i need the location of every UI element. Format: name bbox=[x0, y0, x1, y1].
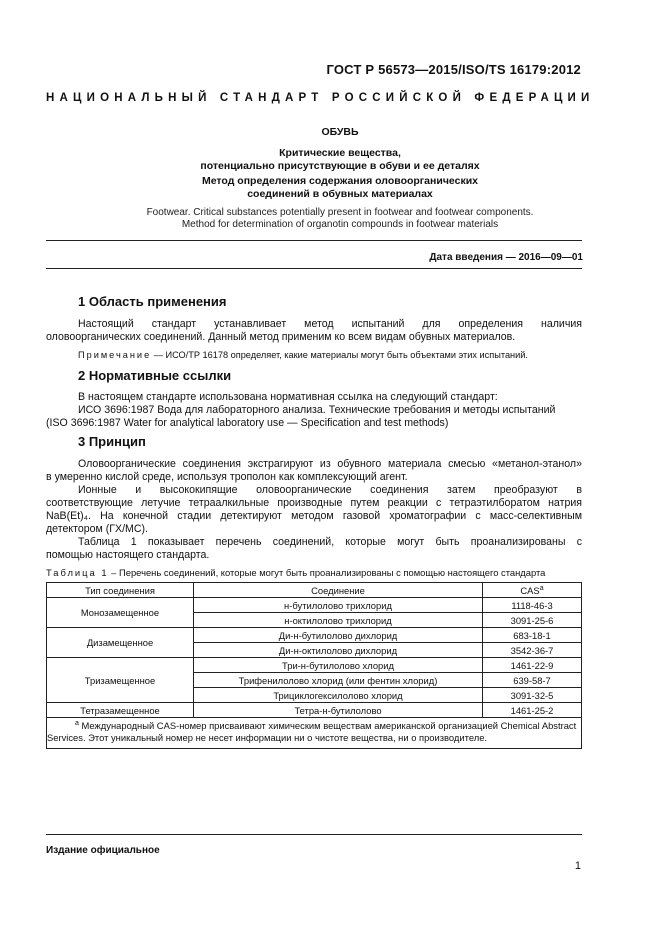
section-1-line-2: оловоорганических соединений. Данный метод применим ко всем видам обувных материалов. bbox=[46, 331, 516, 343]
cas-cell: 1118-46-3 bbox=[483, 598, 582, 613]
section-3-line-6: детектором (ГХ/МС). bbox=[46, 523, 148, 535]
table-caption-text: – Перечень соединений, которые могут быть проанализированы с помощью настоящего стандарта bbox=[108, 567, 546, 578]
english-title-line-1: Footwear. Critical substances potentially present in footwear and footwear components. bbox=[146, 207, 534, 218]
section-1-heading: 1 Область применения bbox=[78, 294, 227, 309]
section-3-line-8: помощью настоящего стандарта. bbox=[46, 549, 210, 561]
header-cas bbox=[483, 583, 582, 598]
section-3-line-1: Оловоорганические соединения экстрагируют из обувного материала смесью «метанол-этанол» bbox=[78, 458, 582, 470]
title-main: ОБУВЬ bbox=[321, 126, 359, 138]
divider-top bbox=[46, 240, 582, 241]
title-line-1: Критические вещества, bbox=[279, 147, 401, 159]
title-line-2: потенциально присутствующие в обуви и ее деталях bbox=[200, 160, 480, 172]
divider-bottom bbox=[46, 268, 582, 269]
introduction-date: Дата введения — 2016—09—01 bbox=[429, 252, 583, 263]
cas-cell: 3091-32-5 bbox=[483, 688, 582, 703]
section-3-line-4: соответствующие летучие тетраалкильные производные путем реакции с тетраэтилборатом натрия bbox=[46, 497, 582, 509]
section-2-body bbox=[46, 391, 582, 430]
table-row bbox=[47, 703, 582, 718]
group-di: Дизамещенное bbox=[47, 628, 194, 658]
cas-cell: 3091-25-6 bbox=[483, 613, 582, 628]
document-title bbox=[100, 126, 580, 201]
note-text: — ИСО/ТР 16178 определяет, какие материалы могут быть объектами этих испытаний. bbox=[151, 350, 528, 360]
section-2-line-1: В настоящем стандарте использована нормативная ссылка на следующий стандарт: bbox=[78, 391, 498, 403]
section-2-heading: 2 Нормативные ссылки bbox=[78, 368, 232, 383]
cas-cell: 1461-25-2 bbox=[483, 703, 582, 718]
title-line-3: Метод определения содержания оловоорганических bbox=[201, 175, 479, 187]
section-3-line-5: NaB(Et)₄. На конечной стадии детектируют методом газовой хроматографии с масс-селективным bbox=[46, 510, 582, 522]
table-row bbox=[47, 658, 582, 673]
table-caption bbox=[46, 567, 545, 578]
page-number: 1 bbox=[574, 860, 581, 872]
header-compound: Соединение bbox=[194, 583, 483, 598]
title-line-4: соединений в обувных материалах bbox=[247, 188, 433, 200]
section-3-line-2: в умеренно кислой среде, используя трополон как комплексующий агент. bbox=[46, 471, 408, 483]
footnote-text: Международный CAS-номер присваивают химическим веществам американской организацией Chemical Abstract Services. Этот уникальный номер не несет информации ни о чистоте вещества, ни о производителе. bbox=[47, 720, 577, 743]
section-3-heading: 3 Принцип bbox=[78, 434, 146, 449]
compound-cell: н-октилолово трихлорид bbox=[194, 613, 483, 628]
note-label: Примечание bbox=[78, 350, 152, 360]
cas-cell: 683-18-1 bbox=[483, 628, 582, 643]
group-tri: Тризамещенное bbox=[47, 658, 194, 703]
table-caption-label: Таблица 1 bbox=[46, 567, 109, 578]
compound-cell: Тетра-н-бутилолово bbox=[194, 703, 483, 718]
cas-cell: 3542-36-7 bbox=[483, 643, 582, 658]
section-2-line-2: ИСО 3696:1987 Вода для лабораторного анализа. Технические требования и методы испытаний bbox=[78, 404, 556, 416]
compound-cell: н-бутилолово трихлорид bbox=[194, 598, 483, 613]
standard-number: ГОСТ Р 56573—2015/ISO/TS 16179:2012 bbox=[326, 62, 581, 77]
section-1-body bbox=[46, 318, 582, 344]
cas-cell: 639-58-7 bbox=[483, 673, 582, 688]
table-row bbox=[47, 598, 582, 613]
section-3-line-7: Таблица 1 показывает перечень соединений, которые могут быть проанализированы с bbox=[78, 536, 582, 548]
section-3-line-3: Ионные и высококипящие оловоорганические соединения затем преобразуют в bbox=[78, 484, 582, 496]
header-cas-label: CAS bbox=[520, 584, 540, 596]
table-footnote bbox=[47, 718, 582, 749]
header-type: Тип соединения bbox=[47, 583, 194, 598]
english-title bbox=[100, 207, 580, 231]
compound-cell: Три-н-бутилолово хлорид bbox=[194, 658, 483, 673]
section-3-body bbox=[46, 458, 582, 562]
table-footnote-row bbox=[47, 718, 582, 749]
table-row bbox=[47, 628, 582, 643]
header-cas-footnote-mark: a bbox=[539, 584, 544, 592]
compounds-table bbox=[46, 582, 582, 749]
cas-cell: 1461-22-9 bbox=[483, 658, 582, 673]
section-2-line-3: (ISO 3696:1987 Water for analytical laboratory use — Specification and test methods) bbox=[46, 417, 449, 429]
section-1-line-1: Настоящий стандарт устанавливает метод испытаний для определения наличия bbox=[78, 318, 582, 330]
group-tetra: Тетразамещенное bbox=[47, 703, 194, 718]
footnote-mark: a bbox=[75, 720, 79, 727]
compound-cell: Трифенилолово хлорид (или фентин хлорид) bbox=[194, 673, 483, 688]
edition-label: Издание официальное bbox=[46, 845, 160, 856]
group-mono: Монозамещенное bbox=[47, 598, 194, 628]
national-standard-label: НАЦИОНАЛЬНЫЙ СТАНДАРТ РОССИЙСКОЙ ФЕДЕРАЦИИ bbox=[46, 92, 595, 104]
footer-divider bbox=[46, 834, 582, 835]
english-title-line-2: Method for determination of organotin compounds in footwear materials bbox=[181, 219, 499, 230]
compound-cell: Ди-н-октилолово дихлорид bbox=[194, 643, 483, 658]
table-header-row bbox=[47, 583, 582, 598]
compound-cell: Ди-н-бутилолово дихлорид bbox=[194, 628, 483, 643]
section-1-note bbox=[78, 350, 528, 360]
compound-cell: Трициклогексилолово хлорид bbox=[194, 688, 483, 703]
